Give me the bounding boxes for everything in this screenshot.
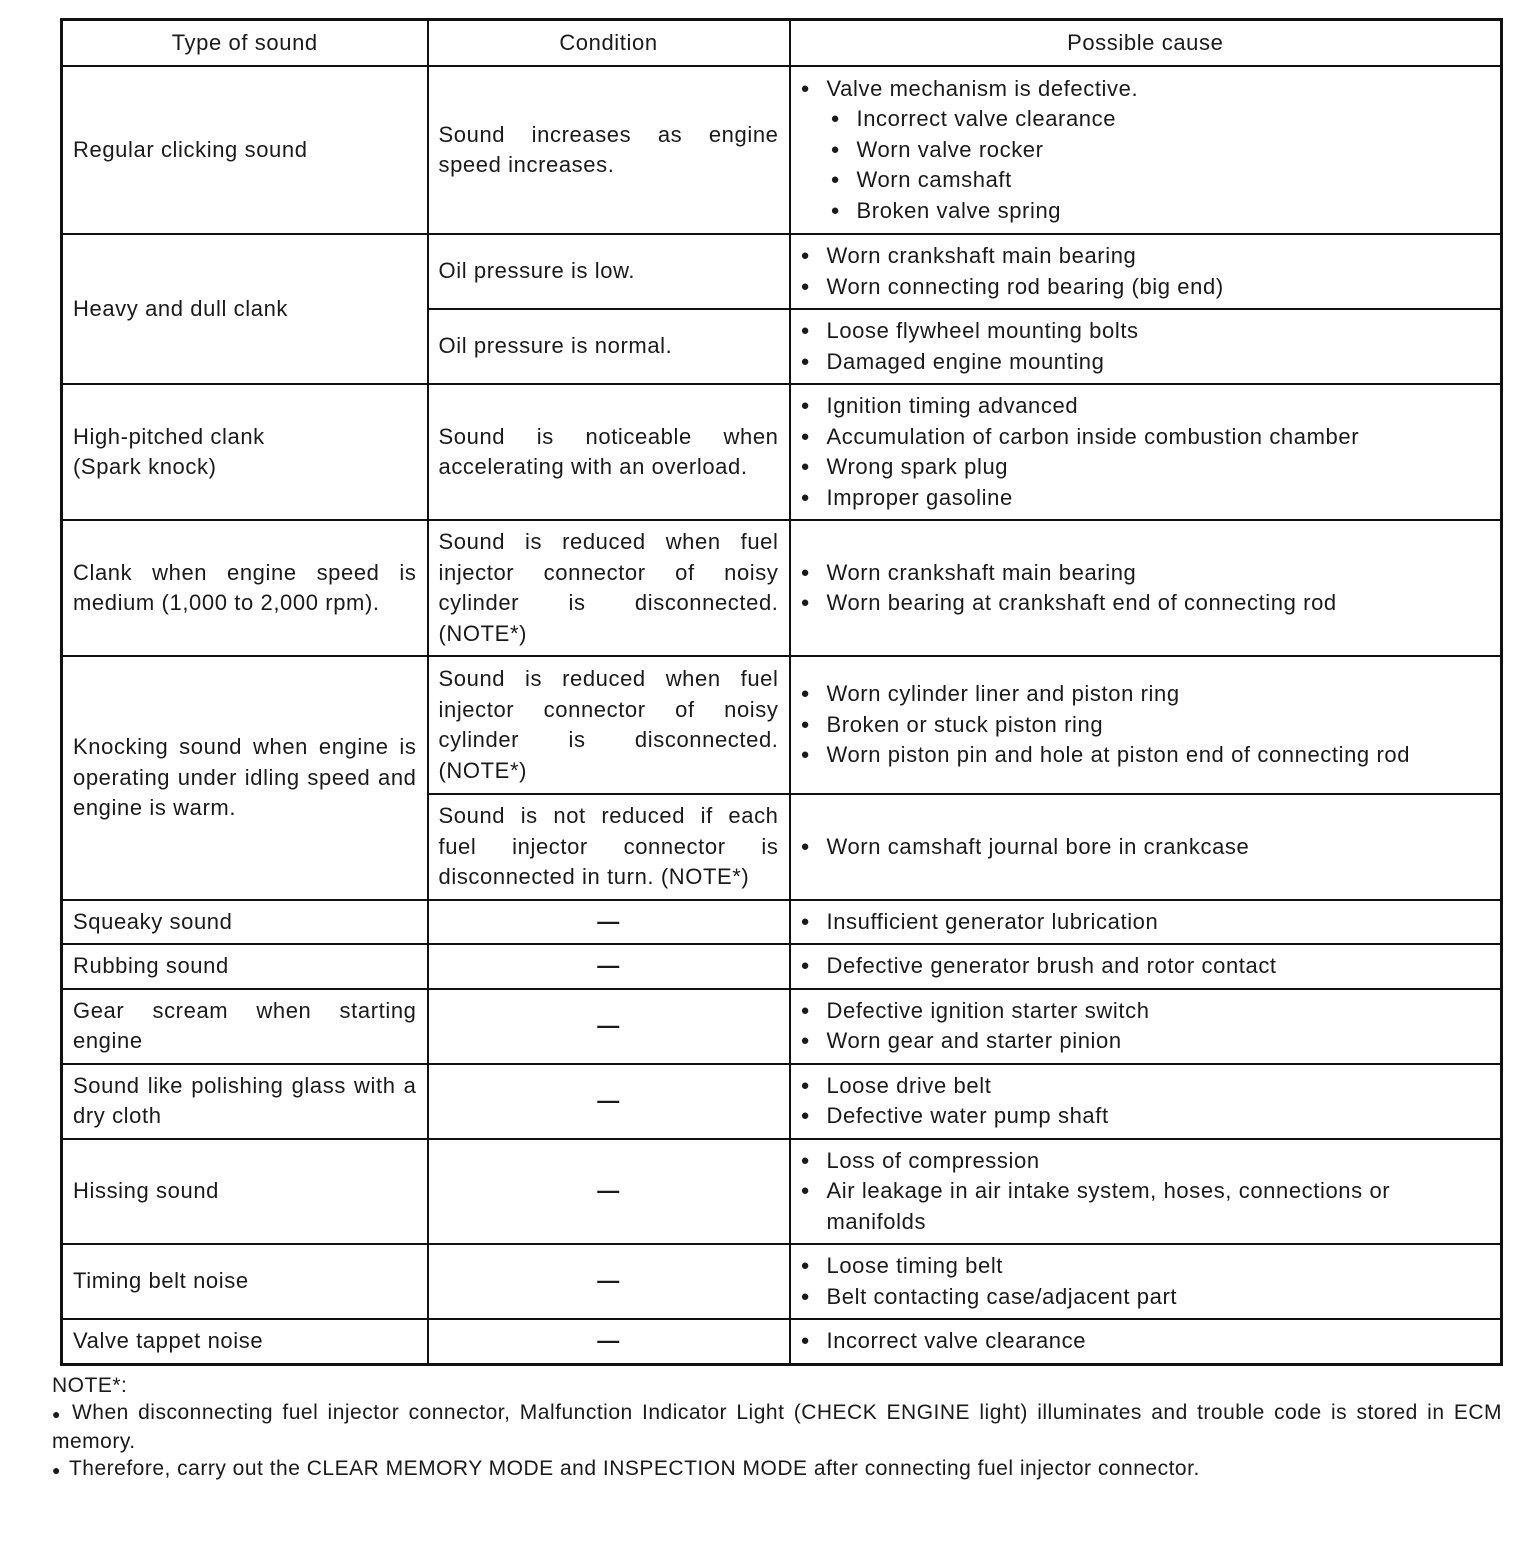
cause-item: ● Ignition timing advanced [801, 391, 1491, 422]
table-row [62, 1139, 1502, 1245]
sub-cause-item: ● Worn valve rocker [831, 135, 1491, 166]
cause-cell [790, 234, 1502, 309]
cause-cell [790, 66, 1502, 234]
cause-item [801, 74, 1491, 227]
table-row [62, 656, 1502, 794]
condition-dash: — [428, 944, 790, 989]
sound-type-cell: Clank when engine speed is medium (1,000 to 2,000 rpm). [62, 520, 428, 656]
cause-item: ● Worn crankshaft main bearing [801, 241, 1491, 272]
cause-cell [790, 1244, 1502, 1319]
cause-list [801, 832, 1491, 863]
cause-cell [790, 309, 1502, 384]
cause-item: ● Worn piston pin and hole at piston end of connecting rod [801, 740, 1491, 771]
cause-item: ● Defective water pump shaft [801, 1101, 1491, 1132]
cause-cell [790, 384, 1502, 520]
cause-list [801, 1071, 1491, 1132]
cause-item: ● Wrong spark plug [801, 452, 1491, 483]
cause-item: ● Incorrect valve clearance [801, 1326, 1491, 1357]
sound-type-cell: Gear scream when starting engine [62, 989, 428, 1064]
bullet-icon: ● [52, 1461, 61, 1478]
cause-text: Valve mechanism is defective. [826, 75, 1139, 101]
sound-type-cell: Knocking sound when engine is operating under idling speed and engine is warm. [62, 656, 428, 900]
sound-type-cell: Squeaky sound [62, 900, 428, 945]
header-possible-cause: Possible cause [790, 20, 1502, 67]
sound-type-cell: Regular clicking sound [62, 66, 428, 234]
sound-type-line: High-pitched clank [73, 423, 265, 449]
condition-dash: — [428, 900, 790, 945]
cause-cell [790, 794, 1502, 900]
table-row [62, 234, 1502, 309]
cause-list [801, 241, 1491, 302]
cause-item: ● Insufficient generator lubrication [801, 907, 1491, 938]
cause-item: ● Defective generator brush and rotor contact [801, 951, 1491, 982]
cause-item: ● Loose timing belt [801, 1251, 1491, 1282]
cause-cell [790, 900, 1502, 945]
cause-item: ● Worn camshaft journal bore in crankcase [801, 832, 1491, 863]
sub-cause-item: ● Broken valve spring [831, 196, 1491, 227]
condition-cell: Sound is not reduced if each fuel injector connector is disconnected in turn. (NOTE*) [428, 794, 790, 900]
condition-cell: Oil pressure is low. [428, 234, 790, 309]
sound-type-line: (Spark knock) [73, 454, 217, 479]
cause-list [801, 951, 1491, 982]
cause-item: ● Worn connecting rod bearing (big end) [801, 272, 1491, 303]
sub-cause-item: ● Worn camshaft [831, 165, 1491, 196]
table-row [62, 1319, 1502, 1364]
footnote-item [52, 1455, 1502, 1484]
cause-item: ● Damaged engine mounting [801, 347, 1491, 378]
condition-cell: Sound is noticeable when accelerating with an overload. [428, 384, 790, 520]
condition-cell: Sound is reduced when fuel injector connector of noisy cylinder is disconnected. (NOTE*) [428, 520, 790, 656]
sound-type-cell: Sound like polishing glass with a dry cloth [62, 1064, 428, 1139]
table-row [62, 520, 1502, 656]
cause-item: ● Air leakage in air intake system, hoses, connections or manifolds [801, 1176, 1491, 1237]
condition-cell: Sound is reduced when fuel injector connector of noisy cylinder is disconnected. (NOTE*) [428, 656, 790, 794]
table-row [62, 944, 1502, 989]
cause-list [801, 996, 1491, 1057]
engine-noise-diagnosis-document [52, 18, 1502, 1484]
cause-item: ● Belt contacting case/adjacent part [801, 1282, 1491, 1313]
table-row [62, 900, 1502, 945]
condition-dash: — [428, 1064, 790, 1139]
condition-dash: — [428, 1244, 790, 1319]
cause-list [801, 907, 1491, 938]
cause-cell [790, 1319, 1502, 1364]
cause-list [801, 679, 1491, 771]
cause-list [801, 391, 1491, 513]
cause-cell [790, 1064, 1502, 1139]
table-row [62, 1244, 1502, 1319]
footnote-text: Therefore, carry out the CLEAR MEMORY MODE and INSPECTION MODE after connecting fuel injector connector. [68, 1456, 1200, 1480]
cause-item: ● Broken or stuck piston ring [801, 710, 1491, 741]
cause-cell [790, 1139, 1502, 1245]
sound-type-cell: Valve tappet noise [62, 1319, 428, 1364]
sound-type-cell: Hissing sound [62, 1139, 428, 1245]
sound-type-cell: Timing belt noise [62, 1244, 428, 1319]
cause-item: ● Loss of compression [801, 1146, 1491, 1177]
cause-list [801, 1251, 1491, 1312]
cause-list [801, 558, 1491, 619]
sound-type-cell: Heavy and dull clank [62, 234, 428, 384]
table-row [62, 989, 1502, 1064]
condition-cell: Oil pressure is normal. [428, 309, 790, 384]
sub-cause-list [827, 104, 1491, 226]
cause-item: ● Worn cylinder liner and piston ring [801, 679, 1491, 710]
table-row [62, 1064, 1502, 1139]
footnote [52, 1372, 1502, 1484]
header-row [62, 20, 1502, 67]
cause-item: ● Improper gasoline [801, 483, 1491, 514]
bullet-icon: ● [52, 1405, 64, 1422]
cause-cell [790, 944, 1502, 989]
condition-cell: Sound increases as engine speed increases. [428, 66, 790, 234]
cause-list [801, 1326, 1491, 1357]
sound-type-cell: Rubbing sound [62, 944, 428, 989]
condition-dash: — [428, 989, 790, 1064]
engine-noise-table [60, 18, 1503, 1366]
cause-list [801, 74, 1491, 227]
cause-item: ● Defective ignition starter switch [801, 996, 1491, 1027]
cause-item: ● Loose flywheel mounting bolts [801, 316, 1491, 347]
cause-cell [790, 989, 1502, 1064]
cause-cell [790, 656, 1502, 794]
cause-item: ● Worn bearing at crankshaft end of connecting rod [801, 588, 1491, 619]
condition-dash: — [428, 1319, 790, 1364]
sound-type-cell [62, 384, 428, 520]
condition-dash: — [428, 1139, 790, 1245]
table-row [62, 66, 1502, 234]
cause-item: ● Worn gear and starter pinion [801, 1026, 1491, 1057]
footnote-item [52, 1399, 1502, 1455]
cause-list [801, 316, 1491, 377]
sub-cause-item: ● Incorrect valve clearance [831, 104, 1491, 135]
footnote-title: NOTE*: [52, 1373, 128, 1397]
cause-item: ● Accumulation of carbon inside combustion chamber [801, 422, 1491, 453]
cause-list [801, 1146, 1491, 1238]
cause-item: ● Loose drive belt [801, 1071, 1491, 1102]
table-row [62, 384, 1502, 520]
cause-item: ● Worn crankshaft main bearing [801, 558, 1491, 589]
cause-cell [790, 520, 1502, 656]
header-type-of-sound: Type of sound [62, 20, 428, 67]
footnote-text: When disconnecting fuel injector connector, Malfunction Indicator Light (CHECK ENGINE light) illuminates and trouble code is stored in ECM memory. [52, 1400, 1502, 1453]
header-condition: Condition [428, 20, 790, 67]
